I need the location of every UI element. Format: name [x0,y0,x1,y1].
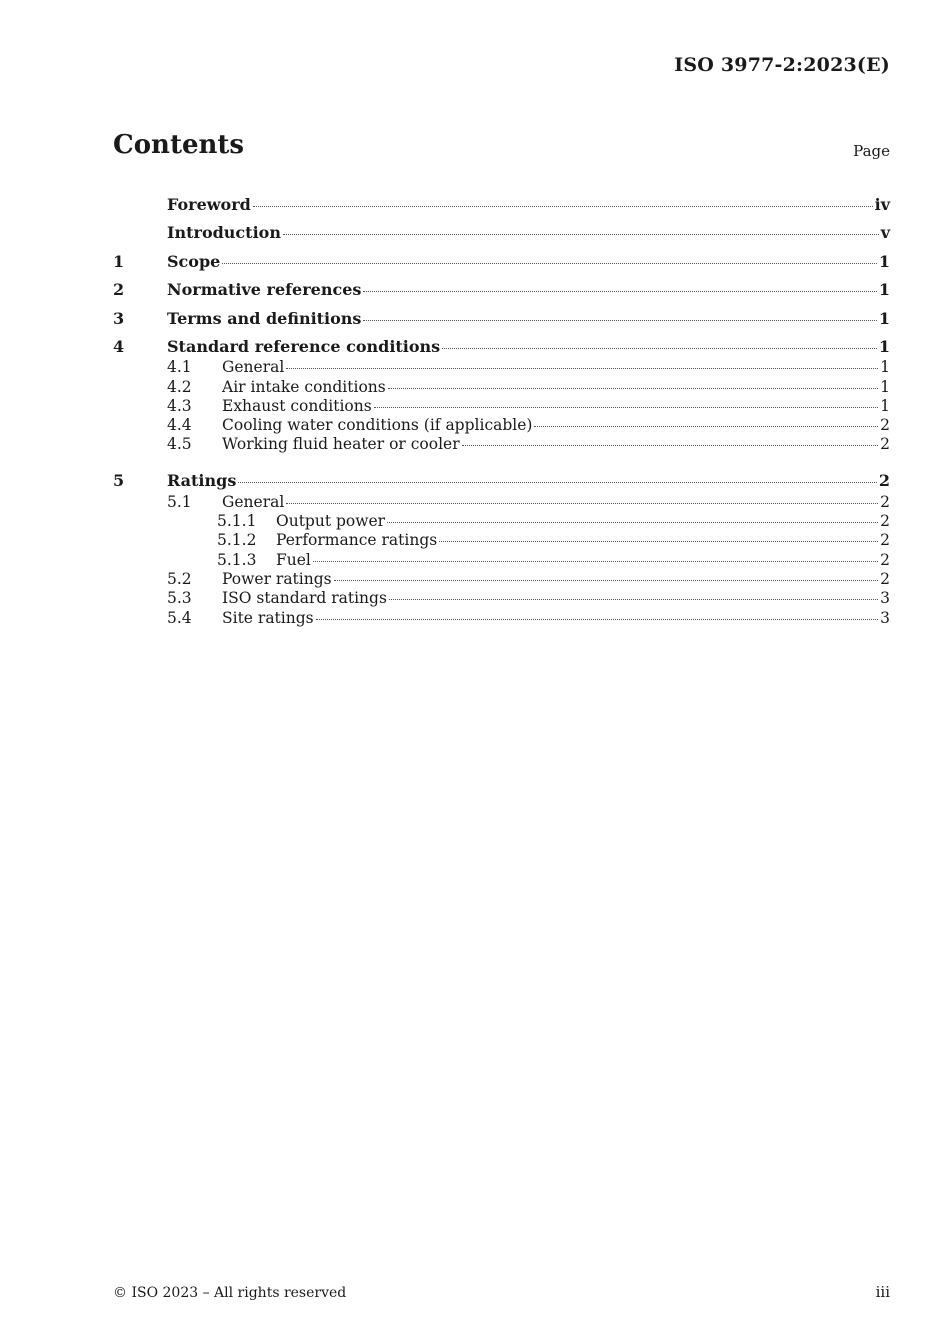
toc-entry[interactable] [113,357,890,376]
toc-entry-number: 4.3 [167,396,192,415]
toc-leader-dots [534,425,878,427]
toc-leader-dots [388,387,878,389]
toc-entry-number: 2 [113,280,125,299]
toc-entry[interactable] [113,491,890,510]
toc-entry-page: 1 [878,337,890,356]
toc-entry[interactable] [113,569,890,588]
toc-entry-page: 2 [880,492,890,511]
toc-entry[interactable] [113,243,890,272]
toc-entry-title: Terms and definitions [167,308,362,328]
toc-entry[interactable] [113,396,890,415]
toc-entry-page: 1 [880,396,890,415]
toc-entry[interactable] [113,272,890,301]
toc-entry[interactable] [113,511,890,530]
toc-entry[interactable] [113,415,890,434]
toc-entry-page: 2 [880,416,890,435]
toc-entry-title: Normative references [167,280,362,299]
toc-leader-dots [387,521,878,523]
toc-entry[interactable] [113,549,890,568]
toc-entry-title: Power ratings [222,569,332,588]
toc-entry-title: Foreword [167,194,251,214]
toc-entry-title: Performance ratings [276,531,438,550]
toc-entry[interactable] [113,530,890,549]
toc-entry-number: 4.1 [167,358,192,377]
toc-leader-dots [442,347,877,349]
toc-entry-number: 5 [113,471,125,491]
toc-entry-title: Air intake conditions [222,377,386,396]
toc-entry-number: 4 [113,337,125,356]
toc-entry-page: 1 [878,308,890,328]
contents-title: Contents [113,130,245,160]
toc-entry-title: Introduction [167,223,281,242]
toc-leader-dots [316,618,879,620]
toc-entry-number: 5.1 [167,492,192,511]
toc-leader-dots [334,579,879,581]
toc-entry-number: 1 [113,251,125,271]
toc-entry[interactable] [113,588,890,607]
toc-entry-number: 5.1.2 [217,531,257,550]
toc-entry-page: 3 [880,608,890,627]
toc-leader-dots [439,540,878,542]
toc-entry-title: Standard reference conditions [167,337,441,356]
toc-entry-page: 1 [880,377,890,396]
toc-entry-number: 3 [113,308,125,328]
toc-leader-dots [253,205,873,207]
toc-entry[interactable] [113,215,890,244]
footer-copyright: © ISO 2023 – All rights reserved [113,1285,347,1301]
toc-entry-title: ISO standard ratings [222,589,387,608]
toc-entry[interactable] [113,329,890,358]
toc-entry-page: 3 [880,589,890,608]
toc-entry-page: v [880,223,890,242]
toc-leader-dots [286,367,878,369]
toc-entry-page: 1 [878,280,890,299]
toc-leader-dots [374,406,878,408]
document-id: ISO 3977-2:2023(E) [674,54,890,76]
toc-entry-page: 1 [878,251,890,271]
toc-entry-title: Working fluid heater or cooler [222,435,460,454]
toc-entry-title: Exhaust conditions [222,396,372,415]
toc-entry-number: 4.2 [167,377,192,396]
toc-leader-dots [286,502,878,504]
toc-entry-number: 5.4 [167,608,192,627]
toc-entry[interactable] [113,434,890,453]
toc-leader-dots [283,233,879,235]
toc-entry[interactable] [113,463,890,492]
toc-leader-dots [389,598,878,600]
footer-page-number: iii [875,1283,890,1301]
toc-entry-number: 5.3 [167,589,192,608]
toc-entry-page: 2 [878,471,890,491]
toc-entry[interactable] [113,300,890,329]
toc-leader-dots [363,319,876,321]
toc-entry-title: Scope [167,251,221,271]
toc-entry-page: 2 [880,569,890,588]
toc-leader-dots [313,560,878,562]
toc-entry[interactable] [113,186,890,215]
toc-leader-dots [222,262,877,264]
toc-entry-page: 1 [880,358,890,377]
toc-entry-title: General [222,492,285,511]
toc-entry-page: 2 [880,512,890,531]
page-column-label: Page [853,142,890,160]
toc-entry-number: 4.5 [167,435,192,454]
toc-entry-page: iv [874,194,890,214]
toc-entry-page: 2 [880,550,890,569]
toc-leader-dots [363,290,876,292]
toc-entry[interactable] [113,376,890,395]
toc-entry-title: Output power [276,512,386,531]
toc-entry-number: 5.1.1 [217,512,257,531]
toc-entry-page: 2 [880,435,890,454]
toc-entry-title: Site ratings [222,608,314,627]
toc-entry-title: Ratings [167,471,237,491]
toc-leader-dots [238,481,877,483]
toc-leader-dots [462,444,879,446]
toc-entry[interactable] [113,607,890,626]
table-of-contents [113,186,890,627]
toc-entry-number: 5.1.3 [217,550,257,569]
toc-entry-page: 2 [880,531,890,550]
toc-entry-number: 5.2 [167,569,192,588]
toc-entry-title: General [222,358,285,377]
toc-entry-title: Cooling water conditions (if applicable) [222,416,533,435]
toc-entry-number: 4.4 [167,416,192,435]
toc-entry-title: Fuel [276,550,311,569]
